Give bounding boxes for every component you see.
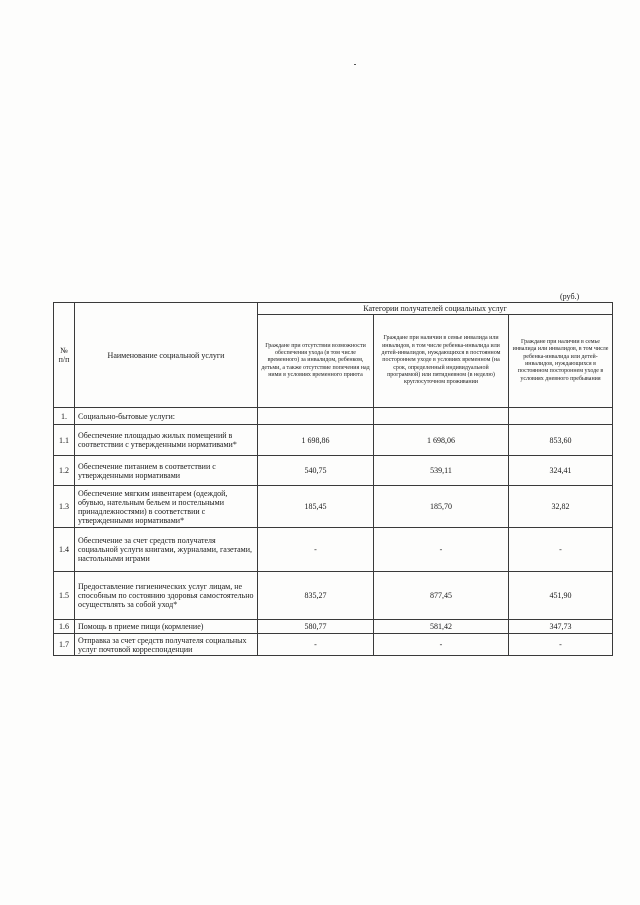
header-category-1: Граждане при отсутствии возможности обеспечения ухода (в том числе временного) за инвалидом, ребенком, детьми, а также отсутствие попечения над ними в условиях временного приюта xyxy=(258,315,374,408)
row-value-cat3: 347,73 xyxy=(509,620,613,634)
row-value-cat3: 451,90 xyxy=(509,572,613,620)
row-number: 1.3 xyxy=(54,486,75,528)
row-service-name: Предоставление гигиенических услуг лицам, не способным по состоянию здоровья самостоятельно осуществлять за собой уход* xyxy=(75,572,258,620)
header-category-2: Граждане при наличии в семье инвалида или инвалидов, в том числе ребенка-инвалида или детей-инвалидов, нуждающихся в постоянном постороннем уходе в условиях временном (на срок, определенный индивидуальной программой) или пятидневном (в неделю) круглосуточном проживании xyxy=(374,315,509,408)
tariff-table xyxy=(53,302,613,656)
scan-speck xyxy=(354,64,356,65)
row-value-cat1: 185,45 xyxy=(258,486,374,528)
row-number: 1.2 xyxy=(54,456,75,486)
row-number: 1.6 xyxy=(54,620,75,634)
row-value-cat3: - xyxy=(509,528,613,572)
row-value-cat2: 1 698,06 xyxy=(374,425,509,456)
table-row xyxy=(54,572,613,620)
row-value-cat2: 539,11 xyxy=(374,456,509,486)
row-value-cat2: - xyxy=(374,634,509,656)
section-title: Социально-бытовые услуги: xyxy=(75,408,258,425)
row-value-cat2: 185,70 xyxy=(374,486,509,528)
header-service-name: Наименование социальной услуги xyxy=(75,303,258,408)
table-row xyxy=(54,634,613,656)
table-row xyxy=(54,456,613,486)
row-value-cat2: - xyxy=(374,528,509,572)
header-number: № п/п xyxy=(54,303,75,408)
row-number: 1.4 xyxy=(54,528,75,572)
section-row xyxy=(54,408,613,425)
row-value-cat3: 324,41 xyxy=(509,456,613,486)
row-value-cat1: 540,75 xyxy=(258,456,374,486)
currency-unit-label: (руб.) xyxy=(560,292,580,301)
row-service-name: Помощь в приеме пищи (кормление) xyxy=(75,620,258,634)
row-value-cat2: 877,45 xyxy=(374,572,509,620)
row-value-cat3: 853,60 xyxy=(509,425,613,456)
header-categories-title: Категории получателей социальных услуг xyxy=(258,303,613,315)
row-service-name: Обеспечение площадью жилых помещений в соответствии с утвержденными нормативами* xyxy=(75,425,258,456)
header-category-3: Граждане при наличии в семье инвалида или инвалидов, в том числе ребенка-инвалида или детей-инвалидов, нуждающихся в постоянном постороннем уходе в условиях дневного пребывания xyxy=(509,315,613,408)
row-value-cat2: 581,42 xyxy=(374,620,509,634)
row-value-cat1: 580,77 xyxy=(258,620,374,634)
section-number: 1. xyxy=(54,408,75,425)
empty-cell xyxy=(258,408,374,425)
row-service-name: Обеспечение мягким инвентарем (одеждой, обувью, нательным бельем и постельными принадлежностями) в соответствии с утвержденными нормативами* xyxy=(75,486,258,528)
row-service-name: Обеспечение питанием в соответствии с утвержденными нормативами xyxy=(75,456,258,486)
row-number: 1.5 xyxy=(54,572,75,620)
table-row xyxy=(54,425,613,456)
row-value-cat3: - xyxy=(509,634,613,656)
empty-cell xyxy=(374,408,509,425)
row-value-cat1: - xyxy=(258,528,374,572)
row-value-cat1: 1 698,86 xyxy=(258,425,374,456)
table-header-row xyxy=(54,303,613,315)
empty-cell xyxy=(509,408,613,425)
row-value-cat3: 32,82 xyxy=(509,486,613,528)
table-row xyxy=(54,486,613,528)
row-service-name: Отправка за счет средств получателя социальных услуг почтовой корреспонденции xyxy=(75,634,258,656)
row-number: 1.1 xyxy=(54,425,75,456)
row-service-name: Обеспечение за счет средств получателя социальной услуги книгами, журналами, газетами, настольными играми xyxy=(75,528,258,572)
table-row xyxy=(54,620,613,634)
row-value-cat1: - xyxy=(258,634,374,656)
row-number: 1.7 xyxy=(54,634,75,656)
row-value-cat1: 835,27 xyxy=(258,572,374,620)
table-row xyxy=(54,528,613,572)
